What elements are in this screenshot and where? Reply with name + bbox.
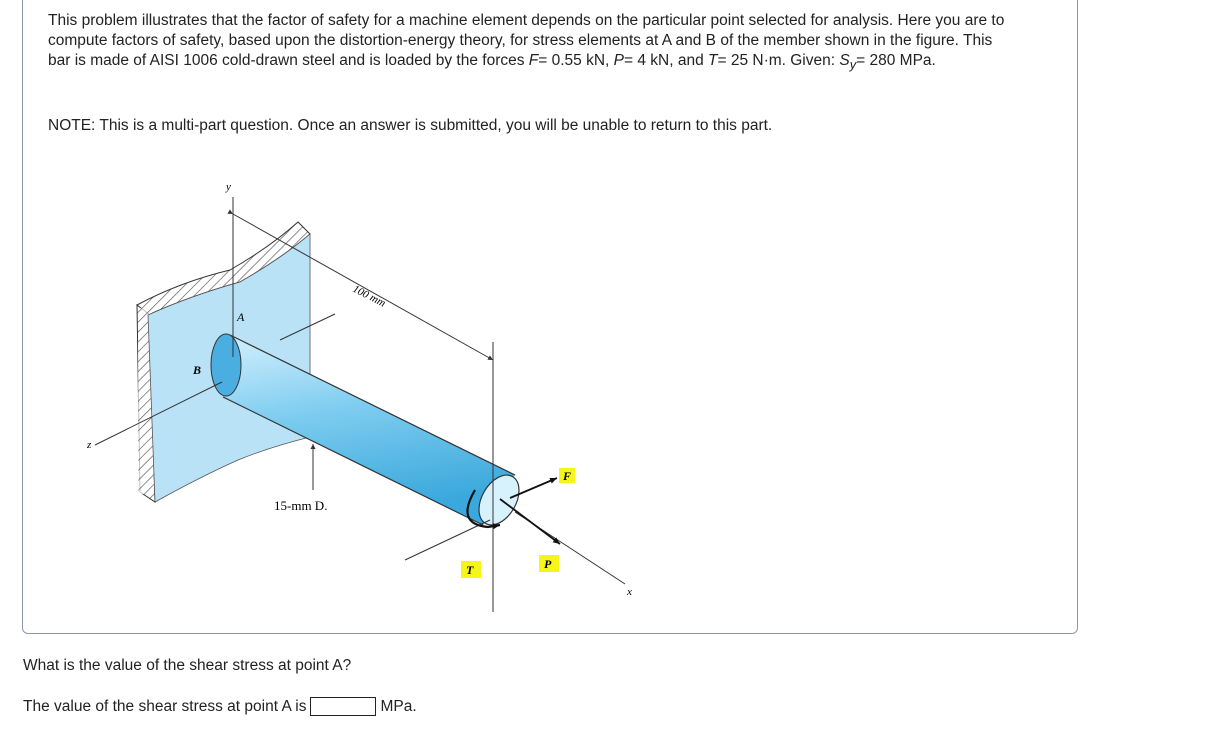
label-y: y xyxy=(226,181,231,193)
answer-prefix: The value of the shear stress at point A is xyxy=(23,697,307,715)
var-F: F xyxy=(528,52,539,69)
answer-row xyxy=(23,697,417,716)
label-x: x xyxy=(627,586,632,598)
value-Sy: = 280 MPa. xyxy=(856,52,936,69)
label-T: T xyxy=(466,563,474,577)
ground-ref-line xyxy=(405,520,490,560)
bar-root-face xyxy=(211,334,241,396)
label-B: B xyxy=(193,363,202,377)
problem-statement xyxy=(48,11,1018,75)
var-Sy-sub: y xyxy=(849,57,857,73)
var-P: P xyxy=(613,52,624,69)
multipart-note: NOTE: This is a multi-part question. Once an answer is submitted, you will be unable to return to this part. xyxy=(48,117,773,134)
bar-figure xyxy=(60,172,640,612)
label-F: F xyxy=(563,469,572,483)
label-z: z xyxy=(87,439,92,451)
label-A: A xyxy=(237,310,245,324)
shear-stress-input[interactable] xyxy=(310,697,376,716)
dimension-length-label: 100 mm xyxy=(350,282,388,310)
problem-text: This problem illustrates that the factor of safety for a machine element depends on the particular point selected for analysis. Here you are to compute factors of safety, based upon the distortion-energy theory, for stress elements at A and B of the member shown in the figure. This bar is made of AISI 1006 cold-drawn steel and is loaded by the forces xyxy=(48,12,1005,69)
value-F: = 0.55 kN, xyxy=(538,52,614,69)
label-P: P xyxy=(544,557,552,571)
answer-unit: MPa. xyxy=(380,697,417,715)
force-P-arrow xyxy=(500,499,560,544)
value-P: = 4 kN, and xyxy=(623,52,708,69)
question-text: What is the value of the shear stress at point A? xyxy=(23,657,352,674)
var-T: T xyxy=(708,52,718,69)
dimension-diameter-label: 15-mm D. xyxy=(274,498,328,513)
var-Sy: S xyxy=(839,52,850,69)
value-T: = 25 N·m. Given: xyxy=(717,52,840,69)
